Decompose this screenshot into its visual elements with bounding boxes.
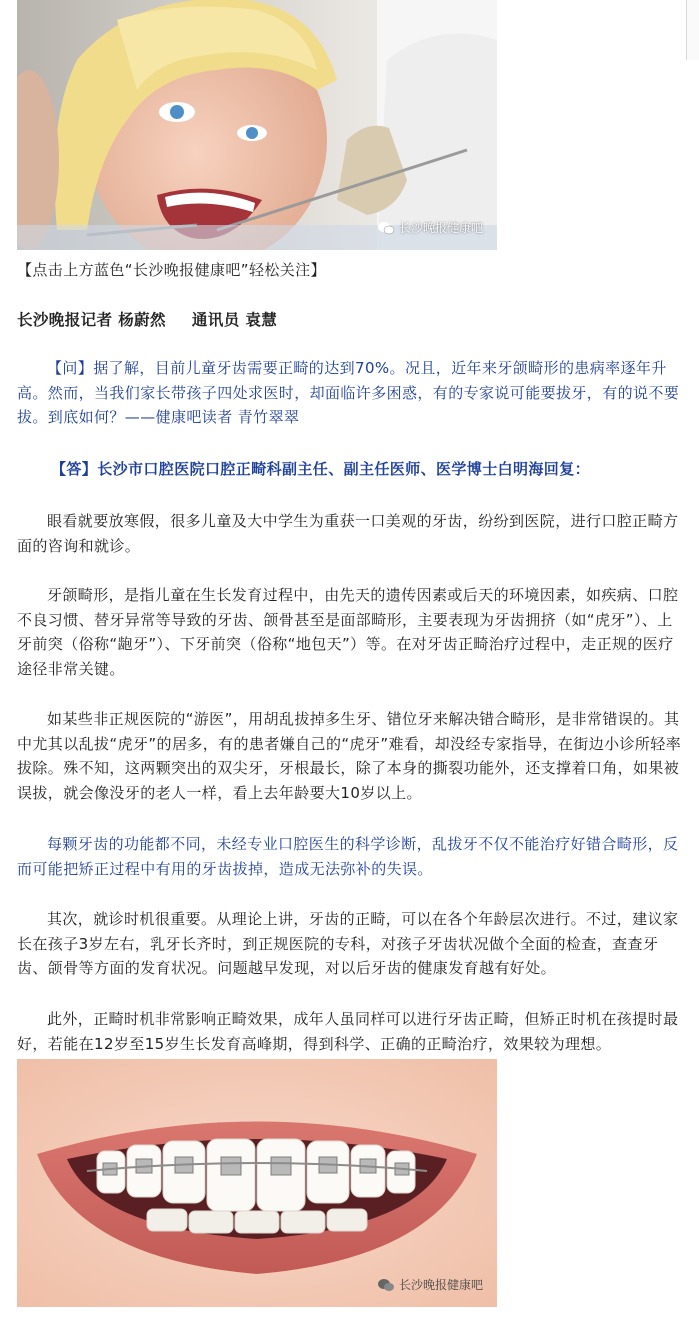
watermark-text: 长沙晚报健康吧 bbox=[398, 1278, 483, 1292]
watermark-text: 长沙晚报健康吧 bbox=[398, 221, 483, 235]
byline bbox=[17, 308, 682, 333]
question-paragraph bbox=[17, 356, 682, 430]
wechat-icon bbox=[377, 221, 395, 235]
braces-smile-illustration bbox=[17, 1059, 497, 1307]
byline-reporter: 长沙晚报记者 杨蔚然 bbox=[17, 311, 166, 329]
paragraph-6: 此外，正畸时机非常影响正畸效果，成年人虽同样可以进行牙齿正畸，但矫正时机在孩提时最好，若能在12岁至15岁生长发育高峰期，得到科学、正确的正畸治疗，效果较为理想。 bbox=[17, 1010, 679, 1053]
child-dental-illustration bbox=[17, 0, 497, 250]
paragraph-4-highlight: 每颗牙齿的功能都不同，未经专业口腔医生的科学诊断，乱拔牙不仅不能治疗好错合畸形，反而可能把矫正过程中有用的牙齿拔掉，造成无法弥补的失误。 bbox=[17, 835, 679, 878]
image-watermark bbox=[377, 1276, 483, 1293]
lower-teeth bbox=[147, 1209, 367, 1233]
follow-prompt: 【点击上方蓝色“长沙晚报健康吧”轻松关注】 bbox=[17, 261, 326, 279]
answer-heading bbox=[17, 457, 682, 482]
question-tag: 【问】 bbox=[47, 359, 94, 377]
question-text: 据了解，目前儿童牙齿需要正畸的达到70%。况且，近年来牙颌畸形的患病率逐年升高。然而，当我们家长带孩子四处求医时，却面临许多困惑，有的专家说可能要拔牙，有的说不要拔。到底如何？——健康吧读者 青竹翠翠 bbox=[17, 359, 680, 426]
paragraph-5: 其次，就诊时机很重要。从理论上讲，牙齿的正畸，可以在各个年龄层次进行。不过，建议家长在孩子3岁左右，乳牙长齐时，到正规医院的专科，对孩子牙齿状况做个全面的检查，查查牙齿、颌骨等方面的发育状况。问题越早发现，对以后牙齿的健康发育越有好处。 bbox=[17, 910, 679, 977]
paragraph-1: 眼看就要放寒假，很多儿童及大中学生为重获一口美观的牙齿，纷纷到医院，进行口腔正畸方面的咨询和就诊。 bbox=[17, 512, 679, 555]
byline-correspondent: 通讯员 袁慧 bbox=[191, 311, 278, 329]
paragraph-2: 牙颌畸形，是指儿童在生长发育过程中，由先天的遗传因素或后天的环境因素，如疾病、口腔不良习惯、替牙异常等导致的牙齿、颌骨甚至是面部畸形，主要表现为牙齿拥挤（如“虎牙”）、上牙前突（俗称“龅牙”）、下牙前突（俗称“地包天”）等。在对牙齿正畸治疗过程中，走正规的医疗途径非常关键。 bbox=[17, 586, 679, 678]
wechat-icon bbox=[377, 1278, 395, 1292]
article-image-braces bbox=[17, 1059, 497, 1307]
scrollbar[interactable] bbox=[686, 0, 699, 60]
article-image-child-dental bbox=[17, 0, 497, 250]
image-watermark bbox=[377, 219, 483, 236]
paragraph-3: 如某些非正规医院的“游医”，用胡乱拔掉多生牙、错位牙来解决错合畸形，是非常错误的。其中尤其以乱拔“虎牙”的居多，有的患者嫌自己的“虎牙”难看，却没经专家指导，在街边小诊所轻率拔除。殊不知，这两颗突出的双尖牙，牙根最长，除了本身的撕裂功能外，还支撑着口角，如果被误拔，就会像没牙的老人一样，看上去年龄要大10岁以上。 bbox=[17, 710, 682, 802]
answer-tag: 【答】 bbox=[51, 460, 98, 478]
answer-text: 长沙市口腔医院口腔正畸科副主任、副主任医师、医学博士白明海回复： bbox=[97, 460, 591, 478]
